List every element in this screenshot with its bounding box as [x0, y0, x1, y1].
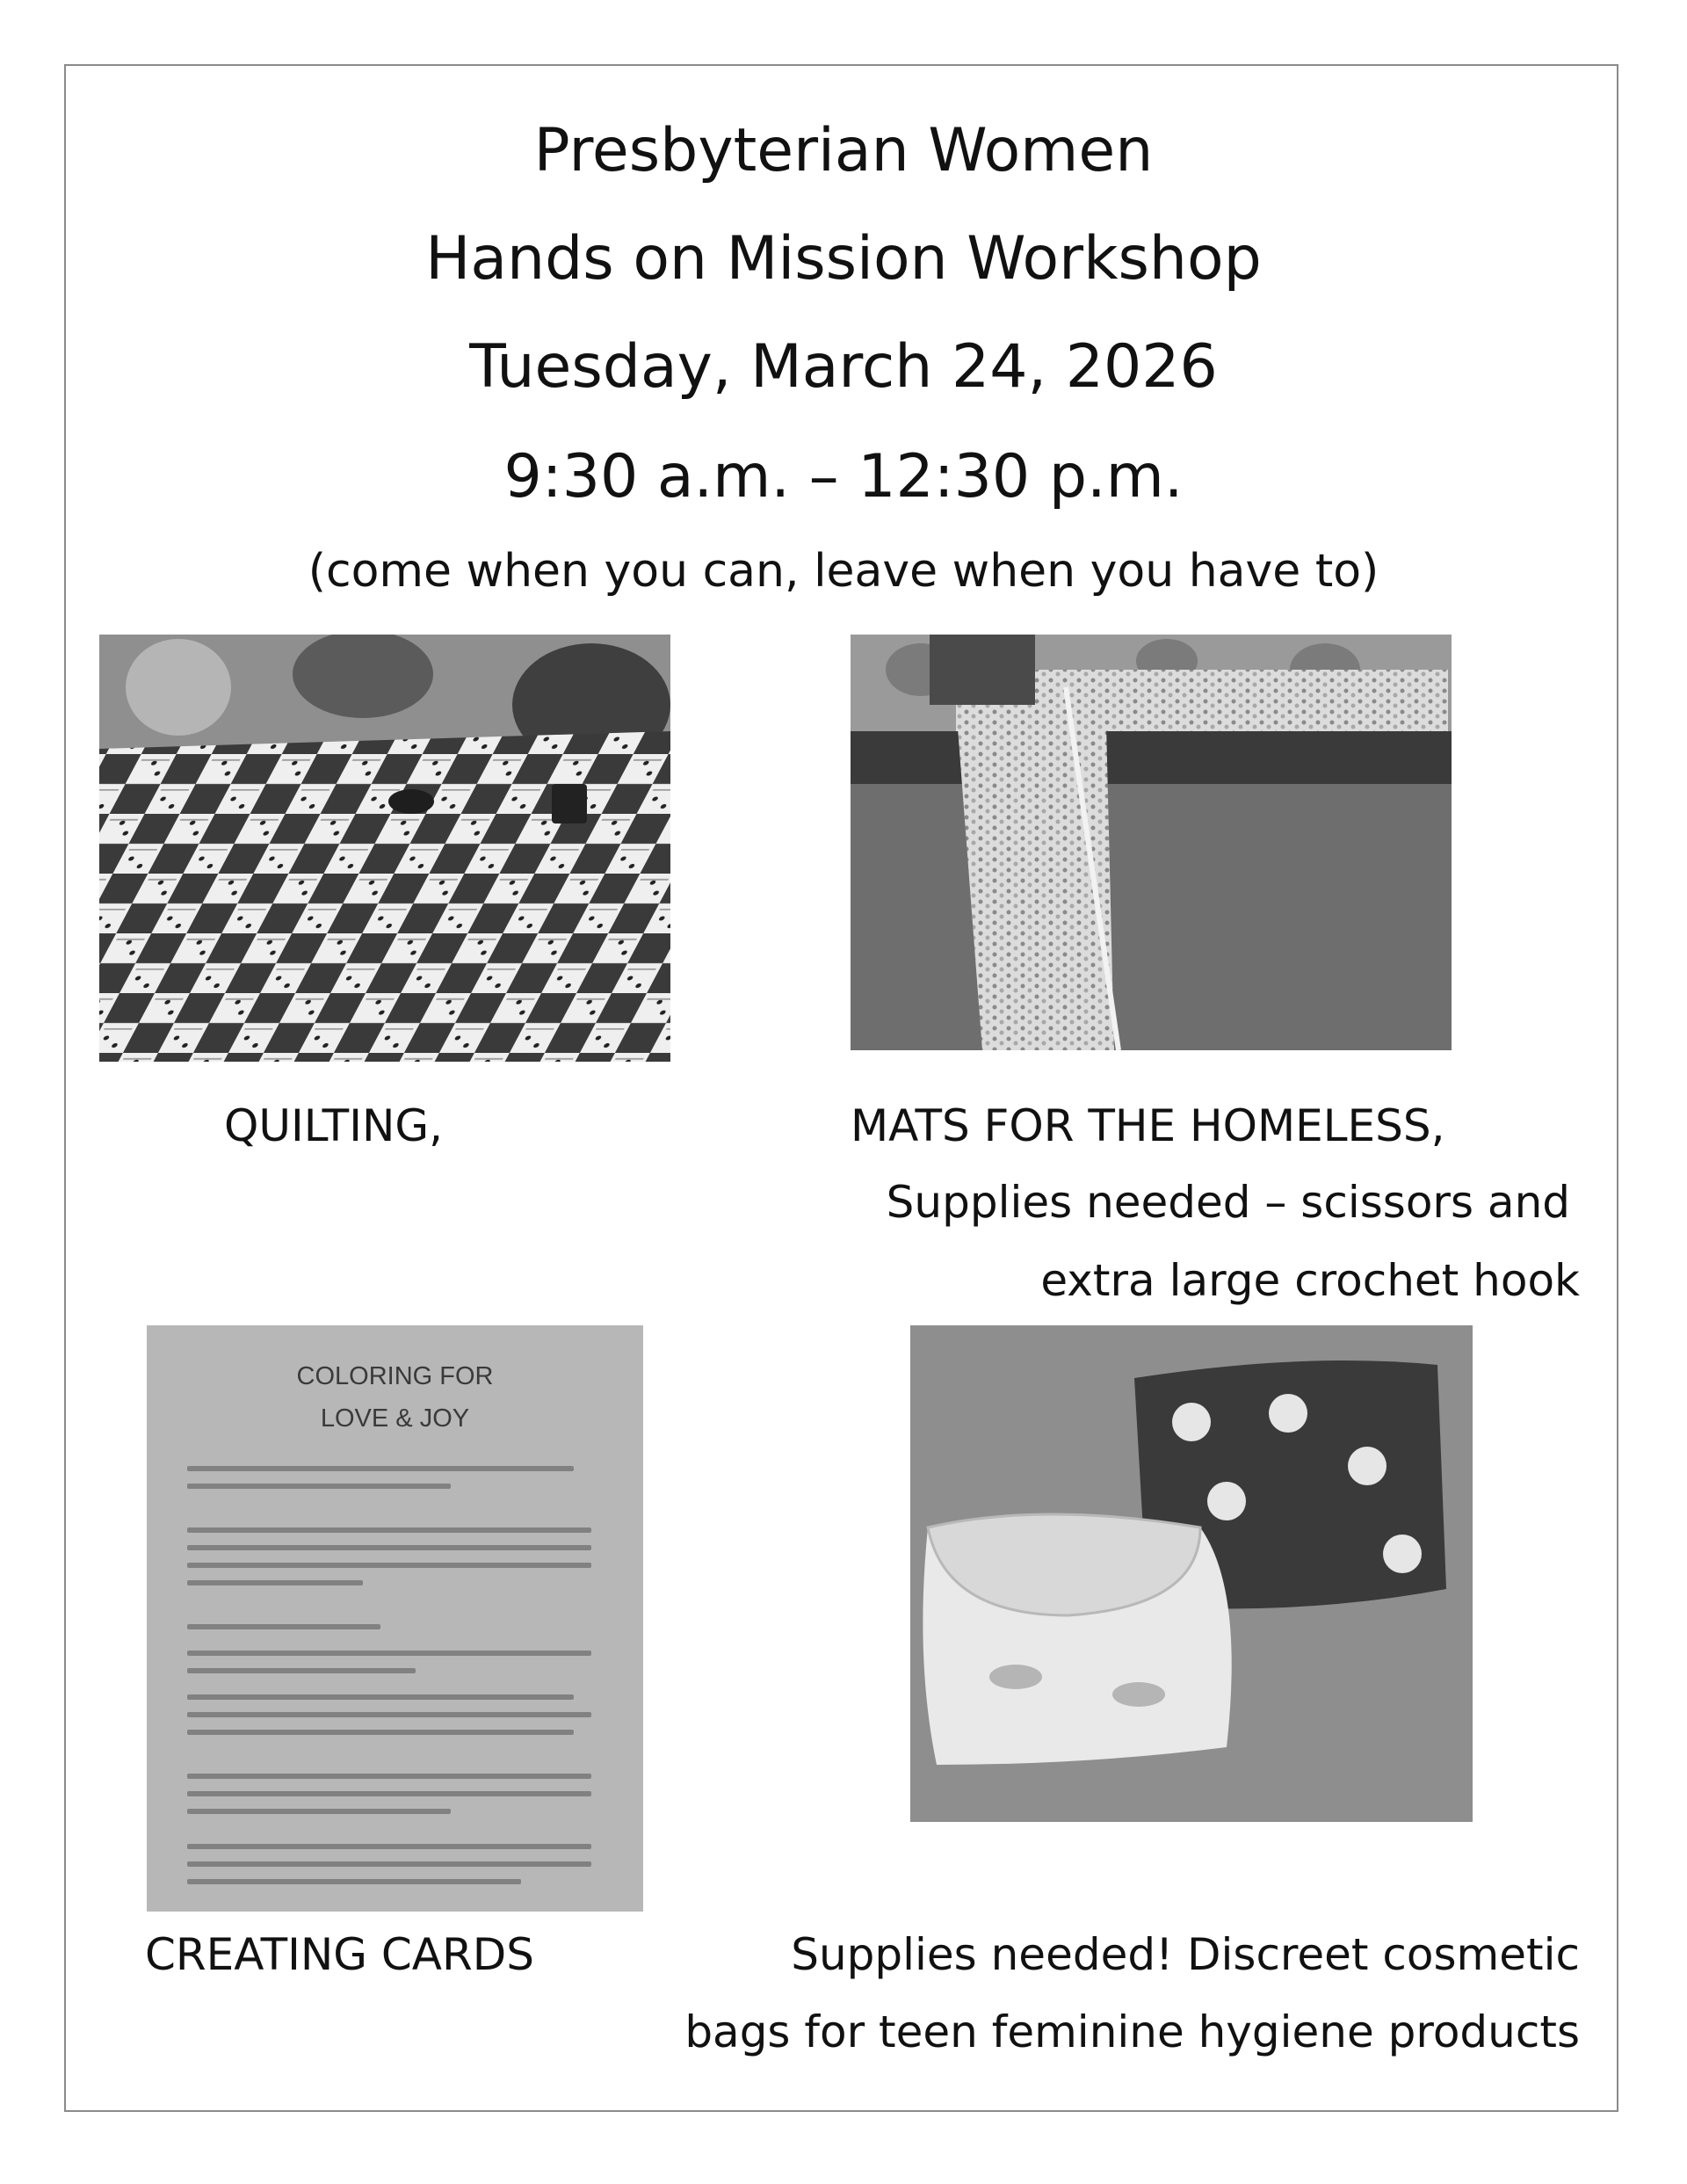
coloring-sheet-title: COLORING FOR: [296, 1362, 494, 1390]
event-time: 9:30 a.m. – 12:30 p.m.: [503, 442, 1184, 512]
mats-supplies-line1: Supplies needed – scissors and: [886, 1177, 1570, 1228]
coloring-sheet-photo: [147, 1325, 643, 1912]
cosmetic-bags-photo: [910, 1325, 1473, 1822]
org-title: Presbyterian Women: [533, 116, 1154, 185]
mats-supplies-line2: extra large crochet hook: [1040, 1255, 1580, 1306]
mats-label: MATS FOR THE HOMELESS,: [851, 1100, 1445, 1151]
quilting-photo: [99, 635, 670, 1062]
coloring-sheet-subtitle: LOVE & JOY: [320, 1404, 470, 1433]
bags-supplies-line2: bags for teen feminine hygiene products: [684, 2006, 1580, 2057]
event-subtitle: (come when you can, leave when you have to): [308, 545, 1379, 598]
quilting-label: QUILTING,: [224, 1100, 443, 1151]
event-title: Hands on Mission Workshop: [425, 224, 1262, 294]
mats-photo: [851, 635, 1452, 1050]
cards-label: CREATING CARDS: [145, 1929, 534, 1980]
bags-supplies-line1: Supplies needed! Discreet cosmetic: [791, 1929, 1580, 1980]
event-date: Tuesday, March 24, 2026: [469, 332, 1218, 402]
